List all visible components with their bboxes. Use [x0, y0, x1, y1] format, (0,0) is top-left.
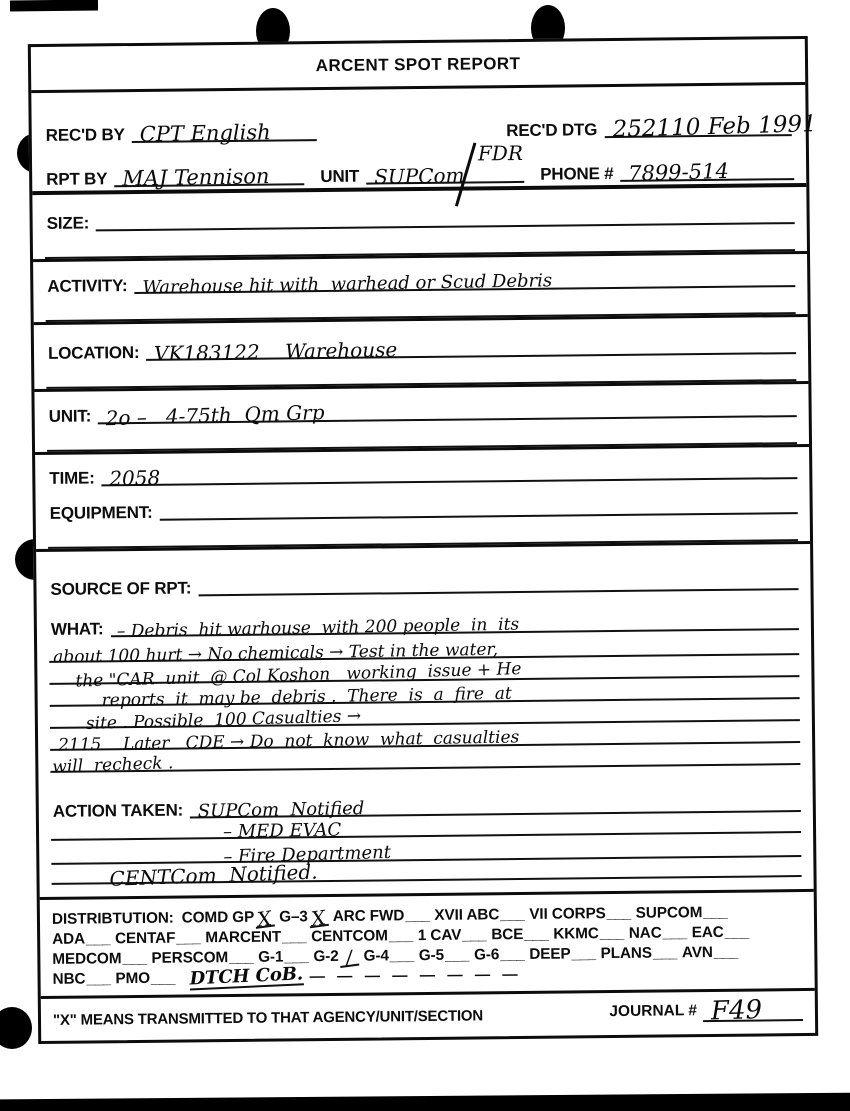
unit-field-label: UNIT:: [48, 406, 92, 426]
distribution-entry: [151, 949, 253, 967]
source-label: SOURCE OF RPT:: [50, 578, 192, 599]
action-line: SUPCom Notified: [197, 798, 365, 822]
distribution-entry: [636, 904, 728, 922]
distribution-blank: ___: [524, 925, 549, 943]
action-taken-block: [38, 765, 813, 900]
distribution-blank: ___: [662, 924, 687, 942]
distribution-entry-label: PLANS: [600, 944, 653, 963]
distribution-blank: ___: [86, 970, 111, 988]
reported-row: [44, 141, 794, 191]
distribution-entry: [364, 947, 414, 965]
distribution-blank: ___: [282, 928, 307, 946]
distribution-entry: [52, 970, 110, 988]
location-value: VK183122 Warehouse: [154, 337, 398, 366]
distribution-entry-label: BCE: [491, 925, 524, 944]
distribution-section: [40, 892, 815, 999]
activity-value: Warehouse hit with warhead or Scud Debris: [142, 270, 553, 299]
scan-edge-mark: [10, 0, 98, 11]
phone-label: PHONE #: [540, 163, 614, 184]
journal-rule: [703, 995, 803, 1027]
distribution-dashes: — — — — — — — —: [309, 965, 522, 986]
distribution-entry-label: MEDCOM: [52, 950, 122, 968]
distribution-entry-label: CENTCOM: [311, 927, 388, 946]
distribution-entry: [601, 944, 678, 962]
footer-row: [41, 991, 815, 1041]
distribution-blank: ___: [229, 948, 254, 967]
distribution-entry: [333, 907, 430, 925]
distribution-entry-label: G-6: [473, 946, 500, 964]
transmitted-legend: "X" MEANS TRANSMITTED TO THAT AGENCY/UNIT/SECTION: [52, 1007, 484, 1029]
distribution-entry-label: COMD GP: [181, 908, 255, 927]
recd-by-label: REC'D BY: [45, 125, 125, 145]
rpt-by-value: MAJ Tennison: [122, 164, 270, 191]
equipment-label: EQUIPMENT:: [49, 502, 153, 523]
location-block: [34, 317, 809, 392]
distribution-entry-label: G-2: [313, 947, 339, 966]
distribution-entry: [279, 905, 328, 931]
unit-label: UNIT: [320, 166, 360, 187]
recd-by-value: CPT English: [139, 120, 271, 147]
distribution-entry-label: MARCENT: [205, 928, 282, 947]
distribution-entry-label: ADA: [52, 930, 86, 948]
distribution-entry-label: ARC FWD: [332, 907, 405, 925]
distribution-entry: [692, 924, 749, 942]
distribution-blank: ___: [571, 945, 596, 963]
distribution-blank: ___: [444, 946, 470, 964]
distribution-entry: [529, 945, 595, 963]
journal-value: F49: [710, 995, 763, 1027]
received-row: [43, 93, 817, 147]
distribution-blank: ___: [500, 905, 525, 924]
distribution-check-mark: /: [339, 950, 360, 968]
distribution-entry: [52, 930, 110, 948]
distribution-entry: [115, 929, 201, 947]
action-line: CENTCom Notified.: [109, 859, 318, 891]
unit-annotation: FDR: [477, 140, 524, 166]
distribution-entry-label: 1 CAV: [417, 926, 462, 945]
title-bar: [31, 39, 805, 93]
distribution-blank: ___: [500, 945, 525, 964]
distribution-entry: [418, 926, 487, 944]
recd-by-rule: [132, 120, 317, 147]
location-label: LOCATION:: [47, 342, 140, 363]
unit-field-value: 2o – 4-75th Qm Grp: [105, 400, 326, 431]
action-line: – MED EVAC: [222, 819, 342, 843]
distribution-handwritten-note: DTCH CoB.: [189, 963, 304, 990]
distribution-entry-label: PMO: [115, 969, 151, 988]
distribution-blank: ___: [606, 904, 631, 923]
distribution-blank: ___: [652, 944, 678, 962]
distribution-blank: ___: [462, 926, 487, 944]
distribution-blank: ___: [122, 949, 147, 968]
header-section: [31, 85, 817, 195]
what-line: reports it may be debris . There is a fire at: [101, 683, 512, 711]
distribution-entry-label: XVII ABC: [434, 906, 500, 924]
size-label: SIZE:: [46, 213, 90, 233]
distribution-blank: ___: [405, 906, 430, 925]
phone-value: 7899-514: [628, 158, 730, 186]
distribution-blank: ___: [284, 948, 309, 966]
distribution-blank: ___: [599, 924, 624, 943]
distribution-entry-label: NAC: [628, 924, 662, 942]
distribution-entry: [115, 970, 175, 988]
punch-hole: [0, 1007, 32, 1049]
distribution-entry-label: PERSCOM: [151, 949, 229, 967]
unit-value: SUPCom: [374, 163, 465, 189]
scan-edge-bar: [0, 1093, 850, 1111]
spot-report-form: [28, 36, 818, 1044]
distribution-entry: [553, 925, 624, 943]
distribution-entry-label: G-4: [363, 947, 389, 965]
distribution-entry-label: CENTAF: [114, 929, 176, 948]
unit-field-block: [34, 384, 809, 455]
action-taken-label: ACTION TAKEN:: [52, 800, 184, 821]
distribution-blank: ___: [176, 929, 201, 947]
distribution-blank: ___: [388, 927, 413, 945]
journal-label: JOURNAL #: [609, 1002, 698, 1021]
distribution-entry: [52, 950, 146, 968]
distribution-blank: ___: [150, 969, 176, 987]
what-block: [37, 593, 813, 778]
distribution-entry-label: G–3: [279, 908, 308, 926]
what-line: the "CAR unit @ Col Koshon working issue + He: [75, 659, 522, 692]
what-label: WHAT:: [50, 619, 104, 639]
what-line: 2115 Later CDE → Do not know what casualties: [57, 727, 520, 756]
distribution-entry-label: G-5: [418, 946, 445, 965]
distribution-entry: [205, 928, 306, 946]
recd-dtg-label: REC'D DTG: [506, 120, 598, 141]
what-line: site . Possible 100 Casualties →: [85, 706, 362, 734]
activity-block: [33, 254, 808, 325]
distribution-entry-label: NBC: [52, 970, 86, 988]
distribution-blank: ___: [703, 903, 728, 922]
recd-dtg-value: 252110 Feb 1991: [611, 111, 817, 143]
distribution-entry: [419, 947, 469, 965]
rpt-by-label: RPT BY: [46, 169, 108, 189]
unit-rule: [366, 140, 524, 189]
page-title: ARCENT SPOT REPORT: [315, 53, 521, 75]
journal-field: [609, 995, 803, 1027]
distribution-entry: [474, 946, 524, 964]
distribution-entry: [682, 944, 738, 962]
phone-rule: [620, 158, 794, 186]
distribution-entry: [529, 905, 631, 923]
distribution-blank: ___: [724, 923, 749, 941]
what-line: will recheck .: [52, 753, 174, 778]
recd-dtg-rule: [604, 111, 817, 143]
distribution-blank: ___: [85, 930, 111, 948]
distribution-entry: [181, 905, 275, 932]
rpt-by-rule: [114, 164, 304, 191]
distribution-check-mark: X: [254, 910, 275, 928]
time-equipment-block: [35, 447, 810, 552]
distribution-entry: [491, 926, 548, 944]
distribution-entry-label: SUPCOM: [635, 904, 703, 922]
source-block: [36, 544, 810, 601]
distribution-entry-label: DEEP: [529, 945, 571, 963]
time-value: 2058: [109, 465, 161, 491]
activity-label: ACTIVITY:: [47, 276, 128, 296]
what-line: – Debris hit warhouse with 200 people in its: [116, 614, 519, 642]
distribution-entry: [313, 945, 358, 971]
distribution-entry-label: EAC: [691, 923, 724, 942]
distribution-check-mark: X: [308, 910, 329, 928]
distribution-entry: [434, 906, 524, 924]
distribution-entry-label: KKMC: [553, 925, 599, 943]
distribution-blank: ___: [713, 943, 738, 961]
what-line: about 100 hurt → No chemicals → Test in the water,: [53, 639, 499, 668]
size-block: [32, 187, 807, 262]
distribution-entry-label: G-1: [258, 948, 284, 966]
distribution-entry: [629, 924, 687, 942]
distribution-label: DISTRIBTUTION:: [51, 909, 174, 928]
distribution-blank: ___: [389, 947, 414, 965]
time-label: TIME:: [49, 468, 95, 488]
action-line: – Fire Department: [223, 841, 392, 868]
distribution-entry-label: VII CORPS: [529, 905, 606, 923]
distribution-entry-label: AVN: [681, 943, 713, 962]
distribution-entry: [311, 927, 413, 945]
